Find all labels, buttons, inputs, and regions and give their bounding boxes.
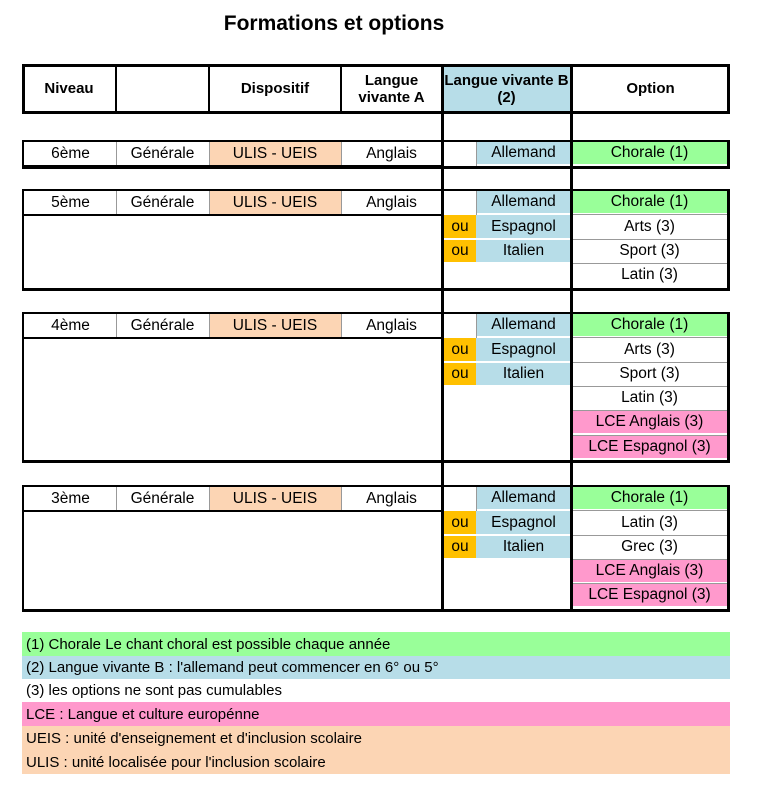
option-cell: LCE Anglais (3) xyxy=(572,411,727,433)
legend-item: (2) Langue vivante B : l'allemand peut commencer en 6° ou 5° xyxy=(22,656,730,679)
cell-divider xyxy=(116,312,117,338)
legend-item: LCE : Langue et culture europénne xyxy=(22,702,730,726)
cell-divider xyxy=(341,189,342,215)
cell-divider xyxy=(116,189,117,215)
option-divider xyxy=(571,386,730,387)
lvb-language: Espagnol xyxy=(476,215,571,237)
table-border xyxy=(727,312,730,463)
header-niveau: Niveau xyxy=(44,80,94,98)
ou-connector: ou xyxy=(444,215,476,237)
cell-divider xyxy=(209,485,210,511)
cell-divider xyxy=(209,140,210,166)
option-cell: Sport (3) xyxy=(619,364,680,382)
ou-connector: ou xyxy=(444,511,476,533)
option-cell: Sport (3) xyxy=(619,241,680,259)
dispositif-cell: ULIS - UEIS xyxy=(209,191,341,214)
lva-cell: Anglais xyxy=(366,489,417,507)
formation-cell: Générale xyxy=(130,489,195,507)
option-cell: Arts (3) xyxy=(624,217,675,235)
table-border xyxy=(22,312,24,463)
option-cell: Chorale (1) xyxy=(572,142,727,164)
lvb-language: Allemand xyxy=(476,487,571,509)
legend-item: ULIS : unité localisée pour l'inclusion scolaire xyxy=(22,750,730,774)
cell-divider xyxy=(341,485,342,511)
cell-divider xyxy=(476,140,477,166)
ou-connector: ou xyxy=(444,536,476,558)
option-divider xyxy=(571,263,730,264)
option-cell: LCE Espagnol (3) xyxy=(572,436,727,458)
table-border xyxy=(727,140,730,169)
option-cell: Latin (3) xyxy=(621,266,678,284)
cell-divider xyxy=(209,312,210,338)
header-option: Option xyxy=(626,80,675,98)
lva-cell: Anglais xyxy=(366,193,417,211)
lvb-language: Italien xyxy=(476,240,571,262)
header-lvb: Langue vivante B (2) xyxy=(442,64,571,114)
cell-divider xyxy=(116,485,117,511)
table-border xyxy=(22,64,25,114)
option-divider xyxy=(571,239,730,240)
table-border xyxy=(727,485,730,612)
row-border xyxy=(22,337,442,339)
cell-divider xyxy=(341,140,342,166)
table-border xyxy=(22,609,730,612)
lvb-language: Italien xyxy=(476,536,571,558)
header-divider xyxy=(340,64,342,114)
option-cell: Grec (3) xyxy=(621,537,678,555)
cell-divider xyxy=(476,485,477,511)
formation-cell: Générale xyxy=(130,316,195,334)
lvb-language: Allemand xyxy=(476,314,571,336)
table-border xyxy=(22,312,730,314)
lvb-left-border xyxy=(441,64,444,612)
table-border xyxy=(22,485,730,487)
option-divider xyxy=(571,362,730,363)
option-divider xyxy=(571,435,730,436)
table-border xyxy=(22,485,24,612)
header-dispositif: Dispositif xyxy=(240,80,310,98)
dispositif-cell: ULIS - UEIS xyxy=(209,314,341,337)
option-cell: Chorale (1) xyxy=(572,487,727,509)
row-border xyxy=(22,214,442,216)
option-divider xyxy=(571,410,730,411)
table-border xyxy=(22,166,730,169)
legend-item: (1) Chorale Le chant choral est possible chaque année xyxy=(22,632,730,656)
table-border xyxy=(22,140,24,169)
option-divider xyxy=(571,337,730,338)
formation-cell: Générale xyxy=(130,144,195,162)
option-cell: Chorale (1) xyxy=(572,191,727,213)
option-cell: Latin (3) xyxy=(621,389,678,407)
niveau-cell: 6ème xyxy=(51,144,90,162)
table-border xyxy=(22,288,730,291)
table-border xyxy=(727,189,730,291)
header-formation xyxy=(116,64,209,114)
ou-connector: ou xyxy=(444,363,476,385)
cell-divider xyxy=(476,189,477,215)
table-border xyxy=(22,460,730,463)
option-divider xyxy=(571,510,730,511)
header-divider xyxy=(115,64,117,114)
option-cell: LCE Espagnol (3) xyxy=(572,584,727,606)
table-border xyxy=(22,111,730,114)
lvb-language: Italien xyxy=(476,363,571,385)
lvb-language: Allemand xyxy=(476,191,571,213)
cell-divider xyxy=(116,140,117,166)
option-cell: LCE Anglais (3) xyxy=(572,560,727,582)
ou-connector: ou xyxy=(444,240,476,262)
niveau-cell: 4ème xyxy=(51,316,90,334)
legend-item: (3) les options ne sont pas cumulables xyxy=(26,682,282,699)
cell-divider xyxy=(476,312,477,338)
niveau-cell: 5ème xyxy=(51,193,90,211)
legend-item: UEIS : unité d'enseignement et d'inclusion scolaire xyxy=(22,726,730,750)
option-divider xyxy=(571,214,730,215)
option-divider xyxy=(571,535,730,536)
lvb-language: Espagnol xyxy=(476,338,571,360)
lva-cell: Anglais xyxy=(366,144,417,162)
lvb-language: Allemand xyxy=(476,142,571,164)
option-cell: Arts (3) xyxy=(624,340,675,358)
header-lva: Langue vivante A xyxy=(358,71,425,106)
option-cell: Chorale (1) xyxy=(572,314,727,336)
table-border xyxy=(22,140,730,142)
dispositif-cell: ULIS - UEIS xyxy=(209,487,341,510)
dispositif-cell: ULIS - UEIS xyxy=(209,142,341,165)
niveau-cell: 3ème xyxy=(51,489,90,507)
formation-cell: Générale xyxy=(130,193,195,211)
lvb-right-border xyxy=(570,64,573,612)
lva-cell: Anglais xyxy=(366,316,417,334)
cell-divider xyxy=(341,312,342,338)
option-divider xyxy=(571,559,730,560)
table-border xyxy=(727,64,730,114)
table-border xyxy=(22,189,730,191)
table-border xyxy=(22,64,730,67)
page-title: Formations et options xyxy=(223,12,445,35)
option-divider xyxy=(571,583,730,584)
row-border xyxy=(22,510,442,512)
ou-connector: ou xyxy=(444,338,476,360)
option-cell: Latin (3) xyxy=(621,513,678,531)
header-divider xyxy=(208,64,210,114)
lvb-language: Espagnol xyxy=(476,511,571,533)
table-border xyxy=(22,189,24,291)
cell-divider xyxy=(209,189,210,215)
